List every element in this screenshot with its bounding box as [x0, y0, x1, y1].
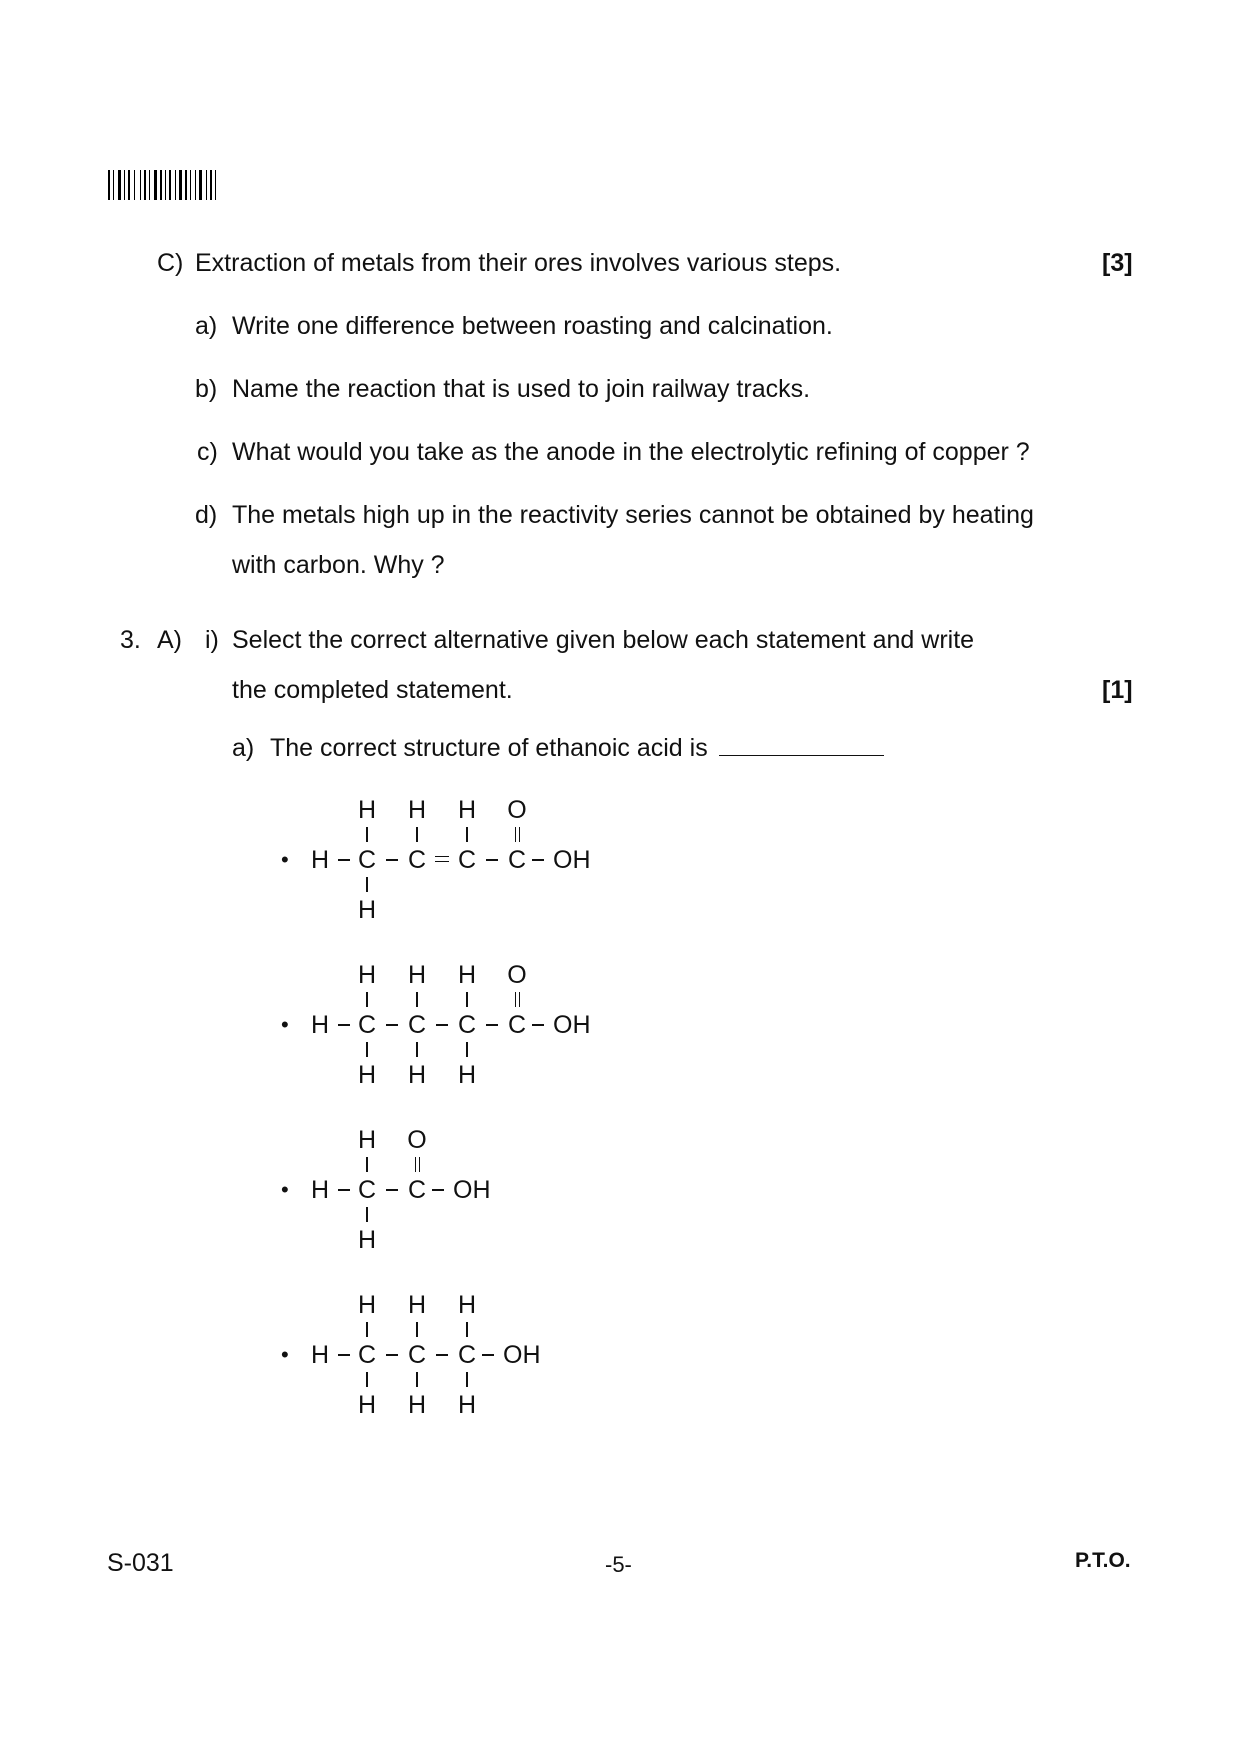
- item-d-label: d): [195, 501, 218, 529]
- barcode-icon: [108, 170, 250, 200]
- single-bond: [366, 827, 368, 842]
- part-c-label: C): [157, 249, 184, 277]
- atom-h: H: [457, 1061, 477, 1089]
- pto-label: P.T.O.: [1075, 1549, 1131, 1572]
- atom-h: H: [407, 1061, 427, 1089]
- option-bullet: •: [281, 847, 289, 872]
- atom-h: H: [357, 961, 377, 989]
- atom-h: H: [310, 846, 330, 874]
- single-bond: [416, 1372, 418, 1387]
- single-bond: [338, 859, 350, 861]
- item-a-text: Write one difference between roasting and calcination.: [232, 312, 833, 340]
- barcode-bar: [206, 170, 207, 200]
- single-bond: [338, 1354, 350, 1356]
- atom-o: O: [507, 961, 527, 989]
- q3-sub: i): [205, 626, 219, 654]
- atom-h: H: [407, 796, 427, 824]
- single-bond: [436, 1024, 448, 1026]
- single-bond: [482, 1354, 494, 1356]
- atom-oh: OH: [553, 1011, 591, 1039]
- barcode-bar: [175, 170, 176, 200]
- atom-h: H: [407, 1291, 427, 1319]
- single-bond: [338, 1024, 350, 1026]
- atom-h: H: [457, 1391, 477, 1419]
- single-bond: [466, 1042, 468, 1057]
- atom-c: C: [357, 846, 377, 874]
- barcode-bar: [215, 170, 216, 200]
- item-d-text: The metals high up in the reactivity series cannot be obtained by heating: [232, 501, 1034, 529]
- barcode-bar: [169, 170, 171, 200]
- single-bond: [366, 1372, 368, 1387]
- atom-h: H: [407, 961, 427, 989]
- single-bond: [432, 1189, 444, 1191]
- barcode-bar: [108, 170, 110, 200]
- single-bond: [366, 1322, 368, 1337]
- single-bond: [338, 1189, 350, 1191]
- single-bond: [416, 1042, 418, 1057]
- atom-o: O: [407, 1126, 427, 1154]
- q3-marks: [1]: [1102, 676, 1133, 704]
- atom-h: H: [357, 796, 377, 824]
- atom-c: C: [357, 1176, 377, 1204]
- atom-oh: OH: [453, 1176, 491, 1204]
- barcode-bar: [124, 170, 125, 200]
- single-bond: [466, 1322, 468, 1337]
- single-bond: [466, 1372, 468, 1387]
- atom-c: C: [507, 846, 527, 874]
- barcode-bar: [149, 170, 150, 200]
- barcode-bar: [199, 170, 202, 200]
- barcode-bar: [113, 170, 114, 200]
- atom-h: H: [357, 1226, 377, 1254]
- atom-h: H: [310, 1341, 330, 1369]
- barcode-bar: [179, 170, 182, 200]
- q3-item-a-label: a): [232, 734, 255, 762]
- atom-oh: OH: [553, 846, 591, 874]
- double-bond: [515, 827, 520, 842]
- barcode-bar: [195, 170, 196, 200]
- double-bond: [515, 992, 520, 1007]
- single-bond: [486, 1024, 498, 1026]
- atom-c: C: [407, 1341, 427, 1369]
- barcode-bar: [144, 170, 146, 200]
- part-c-marks: [3]: [1102, 249, 1133, 277]
- atom-c: C: [457, 1341, 477, 1369]
- single-bond: [366, 1207, 368, 1222]
- single-bond: [366, 1157, 368, 1172]
- option-bullet: •: [281, 1342, 289, 1367]
- barcode-bar: [134, 170, 135, 200]
- atom-h: H: [310, 1011, 330, 1039]
- item-c-text: What would you take as the anode in the electrolytic refining of copper ?: [232, 438, 1030, 466]
- single-bond: [466, 992, 468, 1007]
- q3-part: A): [157, 626, 182, 654]
- q3-number: 3.: [120, 626, 141, 654]
- atom-h: H: [357, 1126, 377, 1154]
- barcode-bar: [210, 170, 212, 200]
- single-bond: [416, 992, 418, 1007]
- item-c-label: c): [197, 438, 218, 466]
- page-number: -5-: [605, 1552, 632, 1577]
- single-bond: [386, 1354, 398, 1356]
- single-bond: [366, 1042, 368, 1057]
- item-b-text: Name the reaction that is used to join railway tracks.: [232, 375, 811, 403]
- atom-c: C: [407, 846, 427, 874]
- atom-h: H: [457, 961, 477, 989]
- atom-h: H: [310, 1176, 330, 1204]
- item-d-text-cont: with carbon. Why ?: [232, 551, 445, 579]
- option-bullet: •: [281, 1177, 289, 1202]
- single-bond: [416, 1322, 418, 1337]
- atom-c: C: [457, 846, 477, 874]
- atom-h: H: [457, 796, 477, 824]
- single-bond: [486, 859, 498, 861]
- q3-text: Select the correct alternative given below each statement and write: [232, 626, 975, 654]
- single-bond: [466, 827, 468, 842]
- atom-oh: OH: [503, 1341, 541, 1369]
- single-bond: [386, 1024, 398, 1026]
- atom-c: C: [357, 1341, 377, 1369]
- item-a-label: a): [195, 312, 218, 340]
- answer-blank: [719, 733, 884, 756]
- barcode-bar: [160, 170, 162, 200]
- barcode-bar: [128, 170, 130, 200]
- part-c-text: Extraction of metals from their ores involves various steps.: [195, 249, 842, 277]
- atom-h: H: [357, 896, 377, 924]
- atom-c: C: [407, 1176, 427, 1204]
- q3-text-cont: the completed statement.: [232, 676, 513, 704]
- option-bullet: •: [281, 1012, 289, 1037]
- double-bond: [435, 856, 449, 862]
- item-b-label: b): [195, 375, 218, 403]
- single-bond: [366, 992, 368, 1007]
- barcode-bar: [118, 170, 121, 200]
- barcode-bar: [154, 170, 157, 200]
- atom-c: C: [457, 1011, 477, 1039]
- single-bond: [532, 1024, 544, 1026]
- atom-h: H: [457, 1291, 477, 1319]
- barcode-bar: [190, 170, 191, 200]
- single-bond: [386, 859, 398, 861]
- single-bond: [416, 827, 418, 842]
- atom-h: H: [407, 1391, 427, 1419]
- atom-h: H: [357, 1061, 377, 1089]
- double-bond: [415, 1157, 420, 1172]
- single-bond: [366, 877, 368, 892]
- single-bond: [436, 1354, 448, 1356]
- q3-item-a-text: The correct structure of ethanoic acid is: [270, 733, 884, 763]
- barcode-bar: [165, 170, 166, 200]
- single-bond: [532, 859, 544, 861]
- atom-o: O: [507, 796, 527, 824]
- atom-h: H: [357, 1291, 377, 1319]
- atom-c: C: [357, 1011, 377, 1039]
- atom-h: H: [357, 1391, 377, 1419]
- atom-c: C: [407, 1011, 427, 1039]
- paper-code: S-031: [107, 1549, 174, 1577]
- atom-c: C: [507, 1011, 527, 1039]
- single-bond: [386, 1189, 398, 1191]
- barcode-bar: [185, 170, 187, 200]
- barcode-bar: [140, 170, 141, 200]
